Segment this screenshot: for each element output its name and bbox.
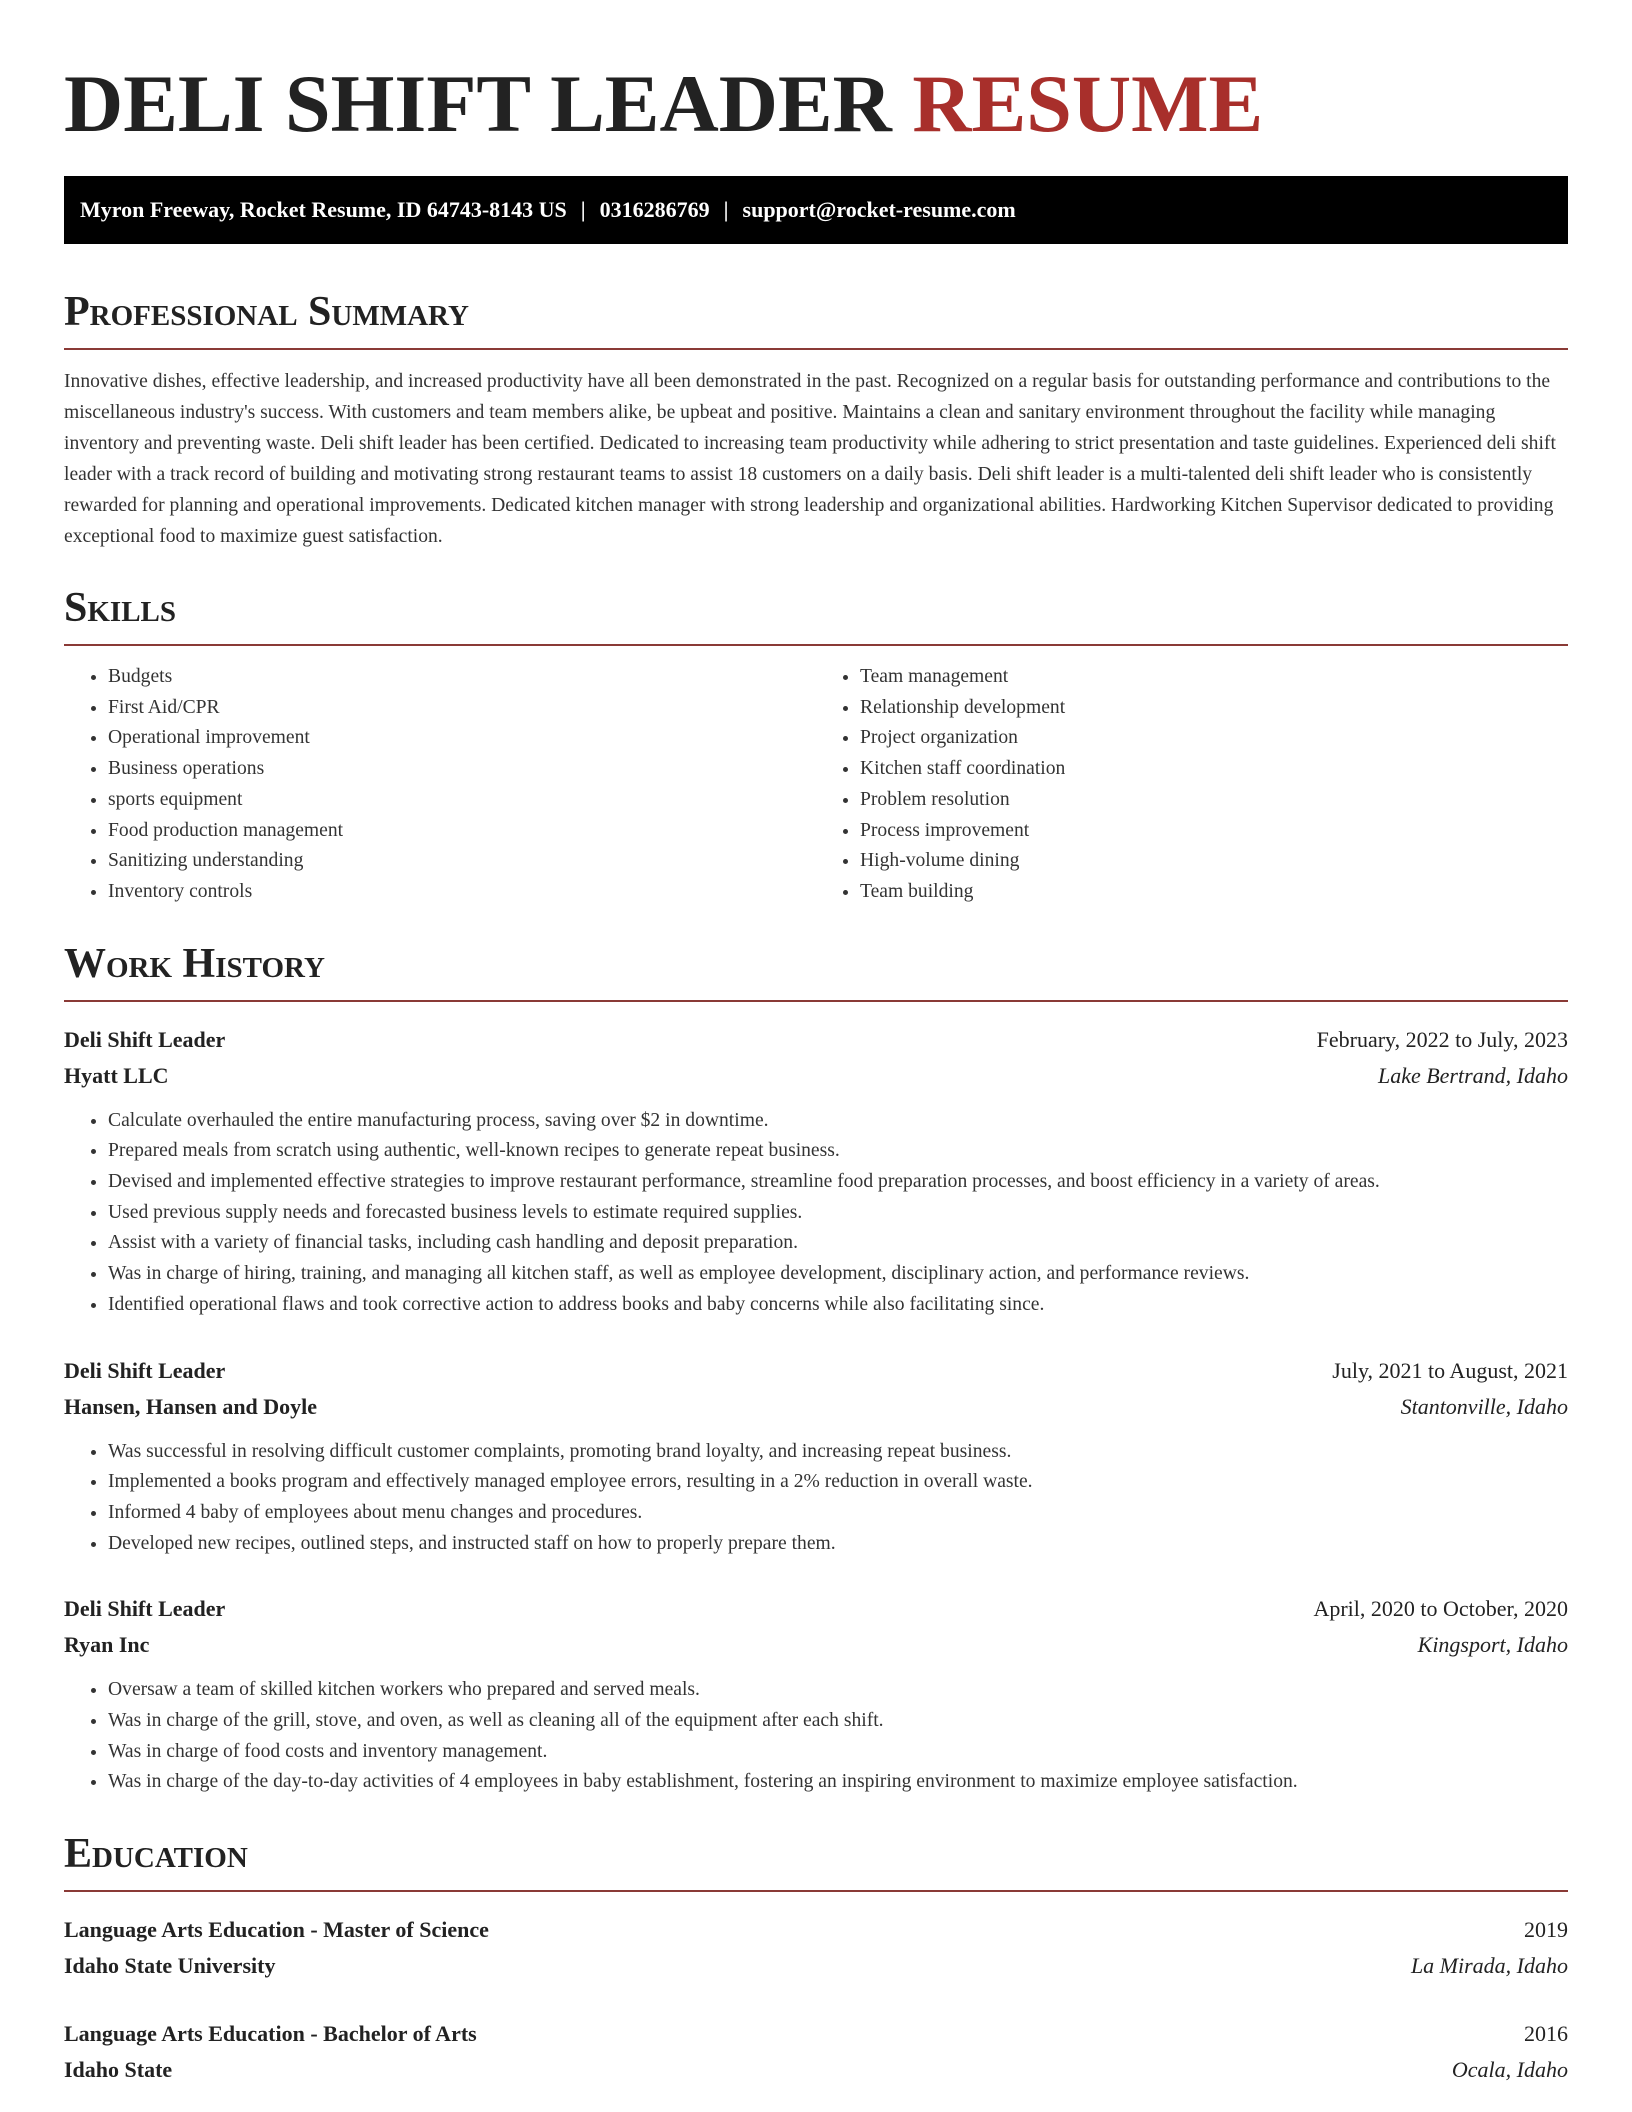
job-entry	[64, 1022, 1568, 1321]
job-bullet: • Was in charge of food costs and inventory management.	[108, 1737, 1568, 1768]
summary-text: Innovative dishes, effective leadership, and increased productivity have all been demonstrated in the past. Recognized on a regular basis for outstanding performance and contributions to the miscellaneous industry's success. With customers and team members alike, be upbeat and positive. Maintains a clean and sanitary environment throughout the facility while managing inventory and preventing waste. Deli shift leader has been certified. Dedicated to increasing team productivity while adhering to strict presentation and taste guidelines. Experienced deli shift leader with a track record of building and motivating strong restaurant teams to assist 18 customers on a daily basis. Deli shift leader is a multi-talented deli shift leader who is consistently rewarded for planning and operational improvements. Dedicated kitchen manager with strong leadership and organizational abilities. Hardworking Kitchen Supervisor dedicated to providing exceptional food to maximize guest satisfaction.	[64, 371, 1556, 547]
job-title: Deli Shift Leader	[64, 1596, 226, 1622]
contact-address: Myron Freeway, Rocket Resume, ID 64743-8143 US	[80, 197, 567, 222]
skill-item: • Food production management	[108, 816, 816, 847]
job-entry	[64, 1591, 1568, 1798]
job-title: Deli Shift Leader	[64, 1357, 226, 1383]
education-year: 2019	[1524, 1917, 1568, 1943]
job-bullet: • Used previous supply needs and forecasted business levels to estimate required supplies.	[108, 1198, 1568, 1229]
job-header	[64, 1022, 1568, 1058]
skill-item: • Budgets	[108, 662, 816, 693]
title-accent: RESUME	[912, 58, 1264, 149]
job-header	[64, 1353, 1568, 1389]
job-dates: February, 2022 to July, 2023	[1316, 1026, 1568, 1052]
education-school: Idaho State	[64, 2057, 173, 2083]
skill-item: • Inventory controls	[108, 877, 816, 908]
skills-section	[64, 582, 1568, 908]
contact-phone: 0316286769	[599, 197, 710, 222]
section-title: Professional Summary	[64, 289, 469, 335]
job-bullet: • Devised and implemented effective strategies to improve restaurant performance, streamline food preparation processes, and boost efficiency in a variety of areas.	[108, 1167, 1568, 1198]
job-bullets	[64, 1437, 1568, 1560]
skill-item: • Relationship development	[860, 693, 1568, 724]
job-bullet: • Was successful in resolving difficult customer complaints, promoting brand loyalty, and increasing repeat business.	[108, 1437, 1568, 1468]
section-divider	[64, 1890, 1568, 1892]
education-header	[64, 1912, 1568, 1948]
job-subheader	[64, 1389, 1568, 1425]
education-section	[64, 1828, 1568, 2088]
job-header	[64, 1591, 1568, 1627]
skills-list-right	[816, 662, 1568, 908]
job-entry	[64, 1353, 1568, 1560]
summary-section	[64, 286, 1568, 552]
job-title: Deli Shift Leader	[64, 1026, 226, 1052]
section-title: Work History	[64, 940, 325, 987]
education-entry	[64, 1912, 1568, 1984]
job-company: Hansen, Hansen and Doyle	[64, 1393, 318, 1419]
skill-item: • sports equipment	[108, 785, 816, 816]
skill-item: • Business operations	[108, 754, 816, 785]
skill-item: • High-volume dining	[860, 846, 1568, 877]
education-location: Ocala, Idaho	[1451, 2057, 1568, 2083]
job-bullet: • Informed 4 baby of employees about menu changes and procedures.	[108, 1498, 1568, 1529]
skill-item: • Team management	[860, 662, 1568, 693]
job-bullet: • Was in charge of the grill, stove, and oven, as well as cleaning all of the equipment after each shift.	[108, 1706, 1568, 1737]
section-divider	[64, 1000, 1568, 1002]
skill-item: • First Aid/CPR	[108, 693, 816, 724]
education-subheader	[64, 2052, 1568, 2088]
job-dates: July, 2021 to August, 2021	[1332, 1357, 1568, 1383]
contact-separator: |	[723, 197, 729, 222]
job-company: Hyatt LLC	[64, 1062, 169, 1088]
skills-list-left	[64, 662, 816, 908]
job-bullet: • Developed new recipes, outlined steps, and instructed staff on how to properly prepare them.	[108, 1529, 1568, 1560]
job-bullet: • Implemented a books program and effectively managed employee errors, resulting in a 2% reduction in overall waste.	[108, 1467, 1568, 1498]
job-bullet: • Identified operational flaws and took corrective action to address books and baby concerns while also facilitating since.	[108, 1290, 1568, 1321]
skills-columns	[64, 662, 1568, 908]
education-location: La Mirada, Idaho	[1410, 1953, 1568, 1979]
job-bullet: • Oversaw a team of skilled kitchen workers who prepared and served meals.	[108, 1675, 1568, 1706]
job-subheader	[64, 1058, 1568, 1094]
job-bullets	[64, 1106, 1568, 1321]
job-dates: April, 2020 to October, 2020	[1313, 1596, 1568, 1622]
title-main: DELI SHIFT LEADER	[64, 58, 892, 149]
job-location: Stantonville, Idaho	[1400, 1393, 1568, 1419]
education-entry	[64, 2016, 1568, 2088]
job-location: Kingsport, Idaho	[1417, 1632, 1568, 1658]
job-location: Lake Bertrand, Idaho	[1377, 1062, 1568, 1088]
job-subheader	[64, 1627, 1568, 1663]
skill-item: • Process improvement	[860, 816, 1568, 847]
section-divider	[64, 348, 1568, 350]
section-title: Skills	[64, 585, 177, 631]
contact-email: support@rocket-resume.com	[742, 197, 1016, 222]
job-bullet: • Was in charge of the day-to-day activities of 4 employees in baby establishment, fostering an inspiring environment to maximize employee satisfaction.	[108, 1767, 1568, 1798]
education-degree: Language Arts Education - Bachelor of Arts	[64, 2021, 477, 2047]
education-year: 2016	[1524, 2021, 1568, 2047]
skill-item: • Operational improvement	[108, 723, 816, 754]
skill-item: • Kitchen staff coordination	[860, 754, 1568, 785]
job-bullet: • Prepared meals from scratch using authentic, well-known recipes to generate repeat business.	[108, 1136, 1568, 1167]
contact-separator: |	[580, 197, 586, 222]
job-bullet: • Was in charge of hiring, training, and managing all kitchen staff, as well as employee development, disciplinary action, and performance reviews.	[108, 1259, 1568, 1290]
work-history-section	[64, 938, 1568, 1799]
education-header	[64, 2016, 1568, 2052]
contact-bar	[64, 176, 1568, 244]
skill-item: • Project organization	[860, 723, 1568, 754]
education-subheader	[64, 1948, 1568, 1984]
education-school: Idaho State University	[64, 1953, 276, 1979]
job-company: Ryan Inc	[64, 1632, 150, 1658]
job-bullet: • Assist with a variety of financial tasks, including cash handling and deposit preparation.	[108, 1228, 1568, 1259]
section-title: Education	[64, 1831, 248, 1878]
job-bullet: • Calculate overhauled the entire manufacturing process, saving over $2 in downtime.	[108, 1106, 1568, 1137]
skill-item: • Team building	[860, 877, 1568, 908]
job-bullets	[64, 1675, 1568, 1798]
skill-item: • Sanitizing understanding	[108, 846, 816, 877]
section-divider	[64, 644, 1568, 646]
resume-title	[64, 0, 1568, 150]
education-degree: Language Arts Education - Master of Science	[64, 1917, 489, 1943]
skill-item: • Problem resolution	[860, 785, 1568, 816]
